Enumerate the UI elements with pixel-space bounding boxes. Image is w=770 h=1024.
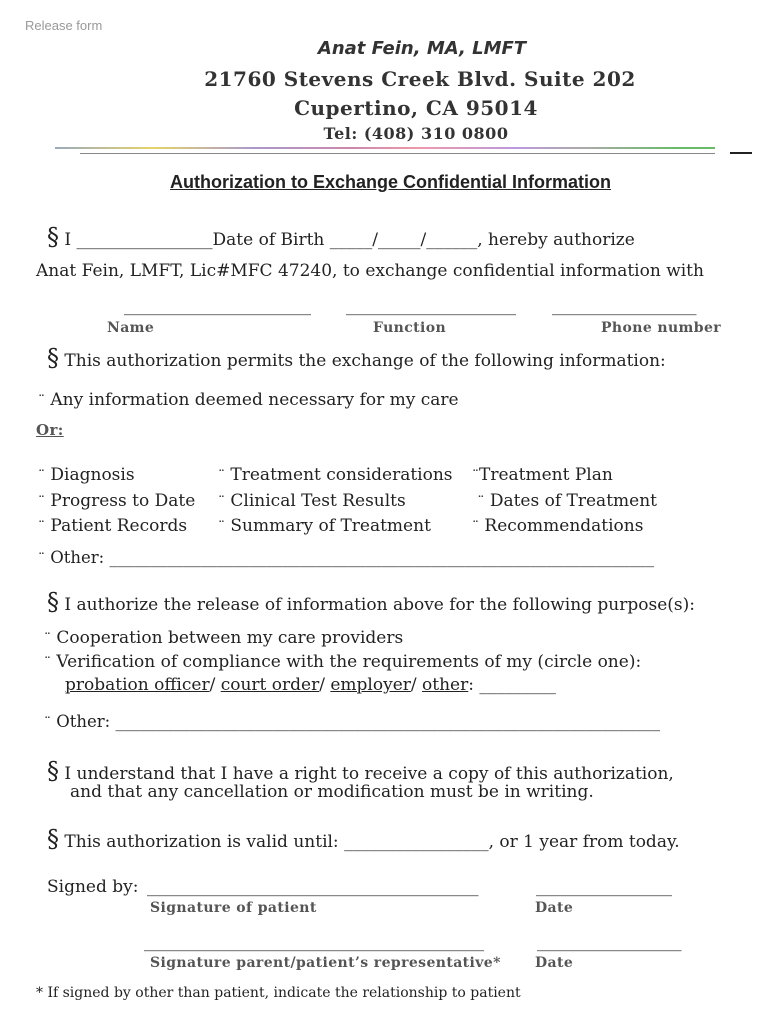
function-label: Function bbox=[373, 320, 447, 336]
section-icon: § bbox=[47, 825, 59, 853]
dob-field[interactable]: _____/_____/______ bbox=[329, 230, 478, 250]
checkbox-icon[interactable]: ¨ bbox=[472, 519, 479, 535]
option-dates[interactable]: ¨ Dates of Treatment bbox=[477, 490, 657, 511]
letterhead-address2: Cupertino, CA 95014 bbox=[294, 96, 538, 120]
valid-line bbox=[47, 827, 680, 852]
option-diagnosis[interactable]: ¨ Diagnosis bbox=[38, 465, 135, 485]
circle-other-field[interactable]: : _________ bbox=[468, 675, 556, 695]
patient-name-field[interactable]: ________________ bbox=[76, 230, 213, 250]
signed-by-label: Signed by: bbox=[47, 877, 139, 897]
page-label: Release form bbox=[25, 18, 103, 33]
option-treatment-plan[interactable]: ¨Treatment Plan bbox=[472, 465, 613, 485]
option-verification[interactable]: ¨ Verification of compliance with the requirements of my (circle one): bbox=[44, 652, 642, 672]
option-summary[interactable]: ¨ Summary of Treatment bbox=[218, 516, 431, 536]
checkbox-icon[interactable]: ¨ bbox=[44, 715, 51, 731]
checkbox-icon[interactable]: ¨ bbox=[38, 393, 45, 409]
phone-label: Phone number bbox=[601, 320, 722, 336]
patient-signature-field[interactable]: _______________________________________ bbox=[147, 877, 479, 897]
authorize-line: § I ________________Date of Birth _____/_____/______, hereby authorize bbox=[47, 223, 635, 251]
checkbox-icon[interactable]: ¨ bbox=[218, 468, 225, 484]
option-any-info[interactable]: ¨ Any information deemed necessary for my care bbox=[38, 390, 459, 410]
option-other-purpose[interactable] bbox=[44, 712, 660, 731]
checkbox-icon[interactable]: ¨ bbox=[472, 468, 479, 484]
section-icon: § bbox=[47, 344, 59, 372]
header-rule-end bbox=[730, 152, 752, 154]
circle-court-order[interactable]: court order bbox=[220, 675, 320, 695]
exchange-line: Anat Fein, LMFT, Lic#MFC 47240, to exchange confidential information with bbox=[36, 261, 704, 281]
patient-signature-label: Signature of patient bbox=[150, 900, 317, 916]
permits-line: § This authorization permits the exchange of the following information: bbox=[47, 344, 666, 372]
checkbox-icon[interactable]: ¨ bbox=[38, 468, 45, 484]
checkbox-icon[interactable]: ¨ bbox=[477, 493, 485, 510]
option-treatment-considerations[interactable]: ¨ Treatment considerations bbox=[218, 465, 453, 485]
checkbox-icon[interactable]: ¨ bbox=[218, 519, 225, 535]
letterhead-address1: 21760 Stevens Creek Blvd. Suite 202 bbox=[204, 67, 636, 91]
checkbox-icon[interactable]: ¨ bbox=[38, 493, 45, 510]
understand-line: § I understand that I have a right to receive a copy of this authorization, bbox=[47, 757, 674, 785]
checkbox-icon[interactable]: ¨ bbox=[38, 519, 45, 535]
recipient-phone-field[interactable]: _________________ bbox=[552, 296, 697, 316]
section-icon: § bbox=[47, 588, 59, 616]
section-icon: § bbox=[47, 757, 59, 785]
recipient-function-field[interactable]: ____________________ bbox=[346, 296, 516, 316]
option-patient-records[interactable]: ¨ Patient Records bbox=[38, 516, 188, 536]
option-other-info[interactable] bbox=[38, 548, 654, 567]
option-clinical-tests[interactable]: ¨ Clinical Test Results bbox=[218, 490, 406, 511]
name-label: Name bbox=[107, 320, 155, 336]
checkbox-icon[interactable]: ¨ bbox=[218, 493, 225, 510]
representative-date-field[interactable]: _________________ bbox=[537, 932, 682, 952]
option-cooperation[interactable]: ¨ Cooperation between my care providers bbox=[44, 628, 404, 648]
checkbox-icon[interactable]: ¨ bbox=[44, 655, 51, 671]
purpose-line: § I authorize the release of information above for the following purpose(s): bbox=[47, 588, 695, 616]
circle-options: probation officer/ court order/ employer/ other: _________ bbox=[65, 675, 556, 695]
header-rule bbox=[80, 153, 715, 154]
representative-date-label: Date bbox=[535, 955, 574, 971]
checkbox-icon[interactable]: ¨ bbox=[38, 551, 45, 567]
section-icon: § bbox=[47, 223, 59, 251]
info-options-col1 bbox=[38, 463, 195, 540]
letterhead-name: Anat Fein, MA, LMFT bbox=[317, 38, 527, 59]
info-options-col2 bbox=[218, 463, 453, 540]
circle-probation-officer[interactable]: probation officer bbox=[65, 675, 210, 695]
patient-date-field[interactable]: ________________ bbox=[536, 877, 672, 897]
option-progress[interactable]: ¨ Progress to Date bbox=[38, 490, 196, 511]
representative-signature-field[interactable]: ________________________________________ bbox=[144, 932, 484, 952]
understand-line-2: and that any cancellation or modification must be in writing. bbox=[70, 782, 594, 802]
or-label: Or: bbox=[36, 421, 64, 439]
recipient-name-field[interactable]: ______________________ bbox=[124, 296, 311, 316]
option-recommendations[interactable]: ¨ Recommendations bbox=[472, 516, 644, 536]
representative-signature-label: Signature parent/patient’s representative* bbox=[150, 955, 501, 971]
form-title: Authorization to Exchange Confidential Information bbox=[170, 172, 611, 192]
header-color-rule bbox=[55, 147, 715, 149]
valid-until-field[interactable]: This authorization is valid until: _________________, or 1 year from today. bbox=[64, 832, 680, 852]
other-purpose-field[interactable]: Other: __________________________________________________________________ bbox=[56, 712, 660, 731]
circle-employer[interactable]: employer bbox=[330, 675, 411, 695]
checkbox-icon[interactable]: ¨ bbox=[44, 631, 51, 647]
info-options-col3 bbox=[472, 463, 657, 540]
patient-date-label: Date bbox=[535, 900, 574, 916]
letterhead-phone: Tel: (408) 310 0800 bbox=[323, 124, 509, 143]
circle-other[interactable]: other bbox=[422, 675, 469, 695]
other-info-field[interactable]: Other: __________________________________________________________________ bbox=[50, 548, 654, 567]
footnote: * If signed by other than patient, indicate the relationship to patient bbox=[36, 985, 521, 1001]
